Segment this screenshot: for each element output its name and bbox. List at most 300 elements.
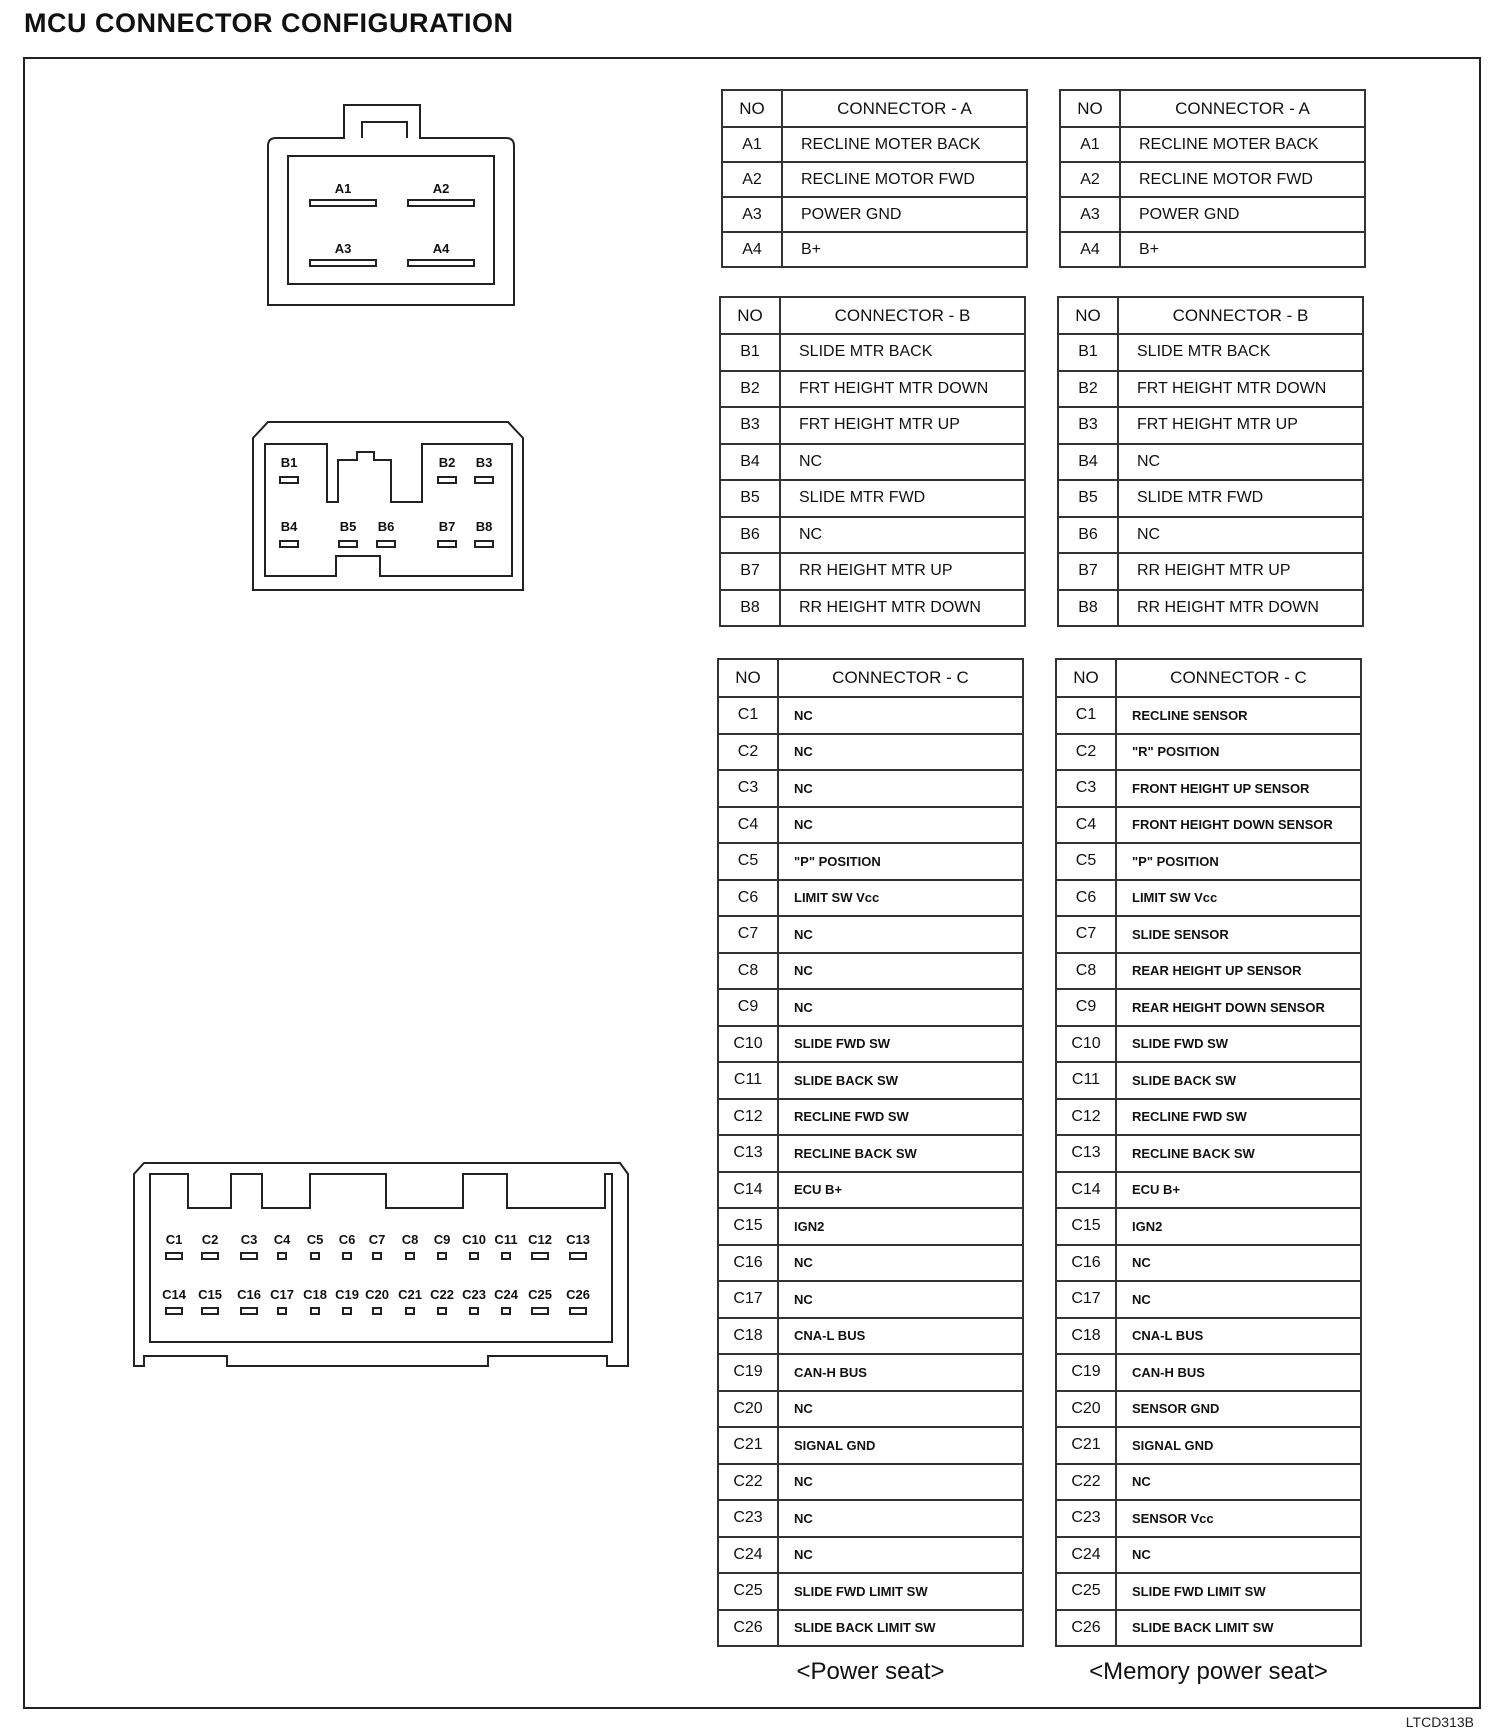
pin-number: C22 <box>718 1464 778 1501</box>
pin-number: B5 <box>1058 480 1118 517</box>
table-row <box>720 553 1025 590</box>
pin-number: C19 <box>1056 1354 1116 1391</box>
table-row <box>718 1099 1023 1136</box>
pin-slot <box>438 1308 446 1314</box>
pin-function: NC <box>778 1245 1023 1282</box>
table-row <box>1056 1354 1361 1391</box>
pin-function: NC <box>778 953 1023 990</box>
table-row <box>1056 697 1361 734</box>
pin-function: NC <box>778 916 1023 953</box>
header-connector: CONNECTOR - A <box>1120 90 1365 127</box>
table-row <box>718 1464 1023 1501</box>
pin-function: NC <box>778 989 1023 1026</box>
pin-number: C9 <box>718 989 778 1026</box>
table-row <box>718 1610 1023 1647</box>
table-row <box>720 517 1025 554</box>
pin-label: B6 <box>377 519 395 534</box>
pin-function: NC <box>778 1391 1023 1428</box>
table-row <box>722 127 1027 162</box>
memory-seat-connector-a-table <box>1059 89 1366 268</box>
pin-number: C24 <box>718 1537 778 1574</box>
header-no: NO <box>1058 297 1118 334</box>
connector-a-drawing <box>262 100 522 310</box>
pin-function: SLIDE FWD SW <box>778 1026 1023 1063</box>
header-connector: CONNECTOR - A <box>782 90 1027 127</box>
table-row <box>1060 127 1365 162</box>
table-row <box>718 1391 1023 1428</box>
pin-function: FRONT HEIGHT UP SENSOR <box>1116 770 1361 807</box>
pin-number: C2 <box>1056 734 1116 771</box>
table-row <box>718 1245 1023 1282</box>
pin-number: C23 <box>718 1500 778 1537</box>
pin-function: RECLINE SENSOR <box>1116 697 1361 734</box>
pin-number: C10 <box>718 1026 778 1063</box>
pin-function: NC <box>778 734 1023 771</box>
table-row <box>722 197 1027 232</box>
table-row <box>1056 953 1361 990</box>
pin-number: C18 <box>1056 1318 1116 1355</box>
pin-function: FRT HEIGHT MTR DOWN <box>1118 371 1363 408</box>
pin-function: REAR HEIGHT UP SENSOR <box>1116 953 1361 990</box>
pin-function: SLIDE BACK SW <box>1116 1062 1361 1099</box>
pin-function: RR HEIGHT MTR UP <box>780 553 1025 590</box>
pin-function: B+ <box>782 232 1027 267</box>
pin-function: FRT HEIGHT MTR UP <box>1118 407 1363 444</box>
pin-slot <box>311 1253 319 1259</box>
pin-number: C11 <box>1056 1062 1116 1099</box>
pin-function: SLIDE SENSOR <box>1116 916 1361 953</box>
pin-label: C5 <box>306 1232 324 1247</box>
pin-label: C24 <box>494 1287 518 1302</box>
pin-function: POWER GND <box>1120 197 1365 232</box>
pin-slot <box>280 541 298 547</box>
pin-function: RECLINE BACK SW <box>778 1135 1023 1172</box>
table-row <box>720 334 1025 371</box>
pin-function: NC <box>1116 1464 1361 1501</box>
pin-slot <box>310 200 376 206</box>
pin-function: RR HEIGHT MTR UP <box>1118 553 1363 590</box>
pin-label: A4 <box>432 241 450 256</box>
pin-number: B3 <box>1058 407 1118 444</box>
pin-label: A2 <box>432 181 450 196</box>
pin-function: RECLINE MOTER BACK <box>782 127 1027 162</box>
pin-number: C2 <box>718 734 778 771</box>
table-row <box>1056 807 1361 844</box>
pin-function: CNA-L BUS <box>778 1318 1023 1355</box>
pin-slot <box>241 1253 257 1259</box>
pin-function: ECU B+ <box>1116 1172 1361 1209</box>
pin-slot <box>470 1308 478 1314</box>
pin-number: C6 <box>718 880 778 917</box>
pin-label: C7 <box>368 1232 386 1247</box>
pin-function: CAN-H BUS <box>778 1354 1023 1391</box>
pin-number: C16 <box>1056 1245 1116 1282</box>
table-row <box>718 1427 1023 1464</box>
pin-slot <box>438 541 456 547</box>
pin-label: A1 <box>334 181 352 196</box>
pin-number: C11 <box>718 1062 778 1099</box>
pin-slot <box>373 1253 381 1259</box>
pin-function: B+ <box>1120 232 1365 267</box>
pin-number: C17 <box>1056 1281 1116 1318</box>
pin-function: FRT HEIGHT MTR DOWN <box>780 371 1025 408</box>
pin-function: NC <box>1116 1245 1361 1282</box>
pin-number: C15 <box>718 1208 778 1245</box>
pin-function: SLIDE FWD LIMIT SW <box>778 1573 1023 1610</box>
pin-slot <box>202 1308 218 1314</box>
pin-label: C17 <box>270 1287 294 1302</box>
pin-number: C25 <box>718 1573 778 1610</box>
pin-number: B7 <box>1058 553 1118 590</box>
table-row <box>1056 734 1361 771</box>
pin-function: SIGNAL GND <box>778 1427 1023 1464</box>
pin-function: RECLINE MOTER BACK <box>1120 127 1365 162</box>
pin-slot <box>241 1308 257 1314</box>
pin-number: C10 <box>1056 1026 1116 1063</box>
pin-label: C25 <box>528 1287 552 1302</box>
table-row <box>1056 1537 1361 1574</box>
pin-slot <box>343 1253 351 1259</box>
header-connector: CONNECTOR - C <box>778 659 1023 697</box>
table-row <box>718 1500 1023 1537</box>
table-row <box>718 916 1023 953</box>
table-row <box>720 444 1025 481</box>
pin-number: A4 <box>722 232 782 267</box>
pin-number: C18 <box>718 1318 778 1355</box>
table-row <box>1056 1135 1361 1172</box>
pin-slot <box>339 541 357 547</box>
table-row <box>1060 197 1365 232</box>
table-row <box>1056 1062 1361 1099</box>
pin-label: B1 <box>280 455 298 470</box>
table-row <box>1056 770 1361 807</box>
pin-number: B3 <box>720 407 780 444</box>
pin-label: C18 <box>303 1287 327 1302</box>
pin-number: C4 <box>718 807 778 844</box>
pin-label: B2 <box>438 455 456 470</box>
pin-number: C21 <box>1056 1427 1116 1464</box>
table-row <box>720 407 1025 444</box>
pin-function: REAR HEIGHT DOWN SENSOR <box>1116 989 1361 1026</box>
table-row <box>720 480 1025 517</box>
pin-number: C9 <box>1056 989 1116 1026</box>
pin-number: C7 <box>1056 916 1116 953</box>
table-row <box>1056 1208 1361 1245</box>
pin-number: C22 <box>1056 1464 1116 1501</box>
table-row <box>1056 989 1361 1026</box>
table-row <box>1056 1318 1361 1355</box>
table-row <box>718 1172 1023 1209</box>
pin-function: RR HEIGHT MTR DOWN <box>780 590 1025 627</box>
pin-number: C12 <box>1056 1099 1116 1136</box>
pin-label: B3 <box>475 455 493 470</box>
pin-function: SLIDE MTR BACK <box>1118 334 1363 371</box>
pin-number: C16 <box>718 1245 778 1282</box>
table-row <box>722 162 1027 197</box>
memory-seat-connector-c-table <box>1055 658 1362 1647</box>
table-row <box>718 734 1023 771</box>
pin-slot <box>278 1253 286 1259</box>
memory-seat-connector-b-table <box>1057 296 1364 627</box>
pin-function: NC <box>1116 1281 1361 1318</box>
header-no: NO <box>720 297 780 334</box>
pin-number: C26 <box>718 1610 778 1647</box>
pin-function: "R" POSITION <box>1116 734 1361 771</box>
pin-label: C20 <box>365 1287 389 1302</box>
table-row <box>1058 553 1363 590</box>
pin-function: RECLINE MOTOR FWD <box>1120 162 1365 197</box>
pin-slot <box>475 541 493 547</box>
diagram-code: LTCD313B <box>1405 1714 1474 1730</box>
pin-slot <box>278 1308 286 1314</box>
table-row <box>718 1281 1023 1318</box>
pin-slot <box>438 477 456 483</box>
pin-number: B7 <box>720 553 780 590</box>
power-seat-connector-a-table <box>721 89 1028 268</box>
pin-label: C10 <box>462 1232 486 1247</box>
pin-slot <box>166 1308 182 1314</box>
pin-label: C4 <box>273 1232 291 1247</box>
table-row <box>720 590 1025 627</box>
pin-function: CAN-H BUS <box>1116 1354 1361 1391</box>
pin-label: C19 <box>335 1287 359 1302</box>
pin-number: C20 <box>1056 1391 1116 1428</box>
table-row <box>1056 1026 1361 1063</box>
pin-function: SLIDE MTR FWD <box>780 480 1025 517</box>
table-row <box>1058 444 1363 481</box>
pin-function: NC <box>1116 1537 1361 1574</box>
table-row <box>1056 916 1361 953</box>
pin-slot <box>408 260 474 266</box>
pin-function: NC <box>778 1500 1023 1537</box>
pin-function: "P" POSITION <box>778 843 1023 880</box>
pin-slot <box>166 1253 182 1259</box>
pin-label: C14 <box>162 1287 186 1302</box>
table-row <box>1056 843 1361 880</box>
pin-function: SENSOR Vcc <box>1116 1500 1361 1537</box>
pin-function: NC <box>778 1464 1023 1501</box>
pin-slot <box>310 260 376 266</box>
pin-number: C13 <box>1056 1135 1116 1172</box>
pin-function: NC <box>780 517 1025 554</box>
header-connector: CONNECTOR - C <box>1116 659 1361 697</box>
pin-number: B5 <box>720 480 780 517</box>
pin-number: B2 <box>1058 371 1118 408</box>
pin-function: IGN2 <box>778 1208 1023 1245</box>
header-connector: CONNECTOR - B <box>780 297 1025 334</box>
table-row <box>718 880 1023 917</box>
pin-function: SLIDE MTR BACK <box>780 334 1025 371</box>
table-row <box>1056 1464 1361 1501</box>
table-row <box>1056 1573 1361 1610</box>
pin-function: NC <box>1118 517 1363 554</box>
power-seat-connector-c-table <box>717 658 1024 1647</box>
pin-number: A2 <box>722 162 782 197</box>
pin-label: A3 <box>334 241 352 256</box>
pin-number: C25 <box>1056 1573 1116 1610</box>
pin-slot <box>311 1308 319 1314</box>
table-row <box>718 989 1023 1026</box>
memory-seat-caption: <Memory power seat> <box>1089 1658 1328 1685</box>
table-row <box>718 843 1023 880</box>
pin-function: RECLINE BACK SW <box>1116 1135 1361 1172</box>
pin-slot <box>532 1308 548 1314</box>
table-row <box>718 1135 1023 1172</box>
pin-function: SLIDE BACK LIMIT SW <box>778 1610 1023 1647</box>
pin-label: C15 <box>198 1287 222 1302</box>
pin-label: C21 <box>398 1287 422 1302</box>
table-row <box>1060 162 1365 197</box>
pin-function: IGN2 <box>1116 1208 1361 1245</box>
pin-number: C21 <box>718 1427 778 1464</box>
pin-number: C19 <box>718 1354 778 1391</box>
pin-function: "P" POSITION <box>1116 843 1361 880</box>
pin-label: C11 <box>494 1232 518 1247</box>
pin-number: C14 <box>718 1172 778 1209</box>
pin-slot <box>343 1308 351 1314</box>
table-row <box>718 1062 1023 1099</box>
pin-number: B8 <box>1058 590 1118 627</box>
header-no: NO <box>718 659 778 697</box>
power-seat-caption: <Power seat> <box>796 1658 945 1685</box>
pin-number: B1 <box>720 334 780 371</box>
pin-number: A1 <box>1060 127 1120 162</box>
pin-slot <box>280 477 298 483</box>
pin-function: NC <box>780 444 1025 481</box>
pin-slot <box>373 1308 381 1314</box>
pin-number: C3 <box>718 770 778 807</box>
pin-slot <box>202 1253 218 1259</box>
pin-function: SLIDE FWD LIMIT SW <box>1116 1573 1361 1610</box>
table-row <box>1058 517 1363 554</box>
table-row <box>1056 1610 1361 1647</box>
pin-function: SLIDE BACK SW <box>778 1062 1023 1099</box>
pin-function: RECLINE FWD SW <box>1116 1099 1361 1136</box>
pin-number: A3 <box>1060 197 1120 232</box>
table-row <box>1056 1245 1361 1282</box>
pin-function: RECLINE FWD SW <box>778 1099 1023 1136</box>
pin-number: C17 <box>718 1281 778 1318</box>
pin-slot <box>408 200 474 206</box>
table-row <box>1056 880 1361 917</box>
power-seat-connector-b-table <box>719 296 1026 627</box>
pin-number: C8 <box>718 953 778 990</box>
table-row <box>1056 1427 1361 1464</box>
table-row <box>720 371 1025 408</box>
pin-function: FRONT HEIGHT DOWN SENSOR <box>1116 807 1361 844</box>
page-title: MCU CONNECTOR CONFIGURATION <box>24 8 514 38</box>
pin-label: C3 <box>240 1232 258 1247</box>
pin-label: B5 <box>339 519 357 534</box>
pin-number: C24 <box>1056 1537 1116 1574</box>
pin-number: A1 <box>722 127 782 162</box>
pin-function: POWER GND <box>782 197 1027 232</box>
header-no: NO <box>1056 659 1116 697</box>
pin-label: C6 <box>338 1232 356 1247</box>
table-row <box>718 1573 1023 1610</box>
pin-slot <box>377 541 395 547</box>
pin-label: B4 <box>280 519 298 534</box>
pin-label: C12 <box>528 1232 552 1247</box>
pin-slot <box>502 1253 510 1259</box>
pin-slot <box>406 1253 414 1259</box>
pin-function: NC <box>778 770 1023 807</box>
pin-function: RECLINE MOTOR FWD <box>782 162 1027 197</box>
pin-number: B1 <box>1058 334 1118 371</box>
pin-slot <box>570 1253 586 1259</box>
pin-label: B7 <box>438 519 456 534</box>
pin-number: B4 <box>1058 444 1118 481</box>
pin-function: NC <box>778 1537 1023 1574</box>
connector-b-drawing <box>250 420 530 595</box>
pin-function: NC <box>778 697 1023 734</box>
pin-function: NC <box>778 1281 1023 1318</box>
table-row <box>718 1354 1023 1391</box>
pin-function: FRT HEIGHT MTR UP <box>780 407 1025 444</box>
table-row <box>1058 480 1363 517</box>
pin-slot <box>475 477 493 483</box>
pin-number: C1 <box>1056 697 1116 734</box>
pin-number: C23 <box>1056 1500 1116 1537</box>
table-row <box>718 1537 1023 1574</box>
pin-function: SIGNAL GND <box>1116 1427 1361 1464</box>
pin-number: C12 <box>718 1099 778 1136</box>
pin-label: C23 <box>462 1287 486 1302</box>
pin-function: NC <box>1118 444 1363 481</box>
pin-function: SENSOR GND <box>1116 1391 1361 1428</box>
pin-number: C20 <box>718 1391 778 1428</box>
pin-number: A3 <box>722 197 782 232</box>
pin-label: C8 <box>401 1232 419 1247</box>
table-row <box>1058 407 1363 444</box>
table-row <box>722 232 1027 267</box>
connector-c-drawing <box>132 1160 632 1370</box>
pin-number: B4 <box>720 444 780 481</box>
pin-function: LIMIT SW Vcc <box>1116 880 1361 917</box>
header-no: NO <box>722 90 782 127</box>
pin-number: B6 <box>720 517 780 554</box>
pin-number: B8 <box>720 590 780 627</box>
table-row <box>718 770 1023 807</box>
pin-number: A4 <box>1060 232 1120 267</box>
table-row <box>1056 1172 1361 1209</box>
table-row <box>1058 590 1363 627</box>
pin-number: A2 <box>1060 162 1120 197</box>
table-row <box>1060 232 1365 267</box>
table-row <box>1058 371 1363 408</box>
pin-number: C15 <box>1056 1208 1116 1245</box>
pin-number: C5 <box>1056 843 1116 880</box>
pin-label: C26 <box>566 1287 590 1302</box>
pin-label: C1 <box>165 1232 183 1247</box>
table-row <box>1056 1391 1361 1428</box>
table-row <box>1056 1500 1361 1537</box>
table-row <box>1056 1281 1361 1318</box>
pin-number: C7 <box>718 916 778 953</box>
pin-slot <box>570 1308 586 1314</box>
pin-number: C5 <box>718 843 778 880</box>
pin-slot <box>406 1308 414 1314</box>
pin-number: B6 <box>1058 517 1118 554</box>
table-row <box>718 1208 1023 1245</box>
pin-label: C13 <box>566 1232 590 1247</box>
pin-number: C3 <box>1056 770 1116 807</box>
pin-number: C26 <box>1056 1610 1116 1647</box>
pin-function: RR HEIGHT MTR DOWN <box>1118 590 1363 627</box>
pin-label: B8 <box>475 519 493 534</box>
pin-slot <box>502 1308 510 1314</box>
pin-function: LIMIT SW Vcc <box>778 880 1023 917</box>
